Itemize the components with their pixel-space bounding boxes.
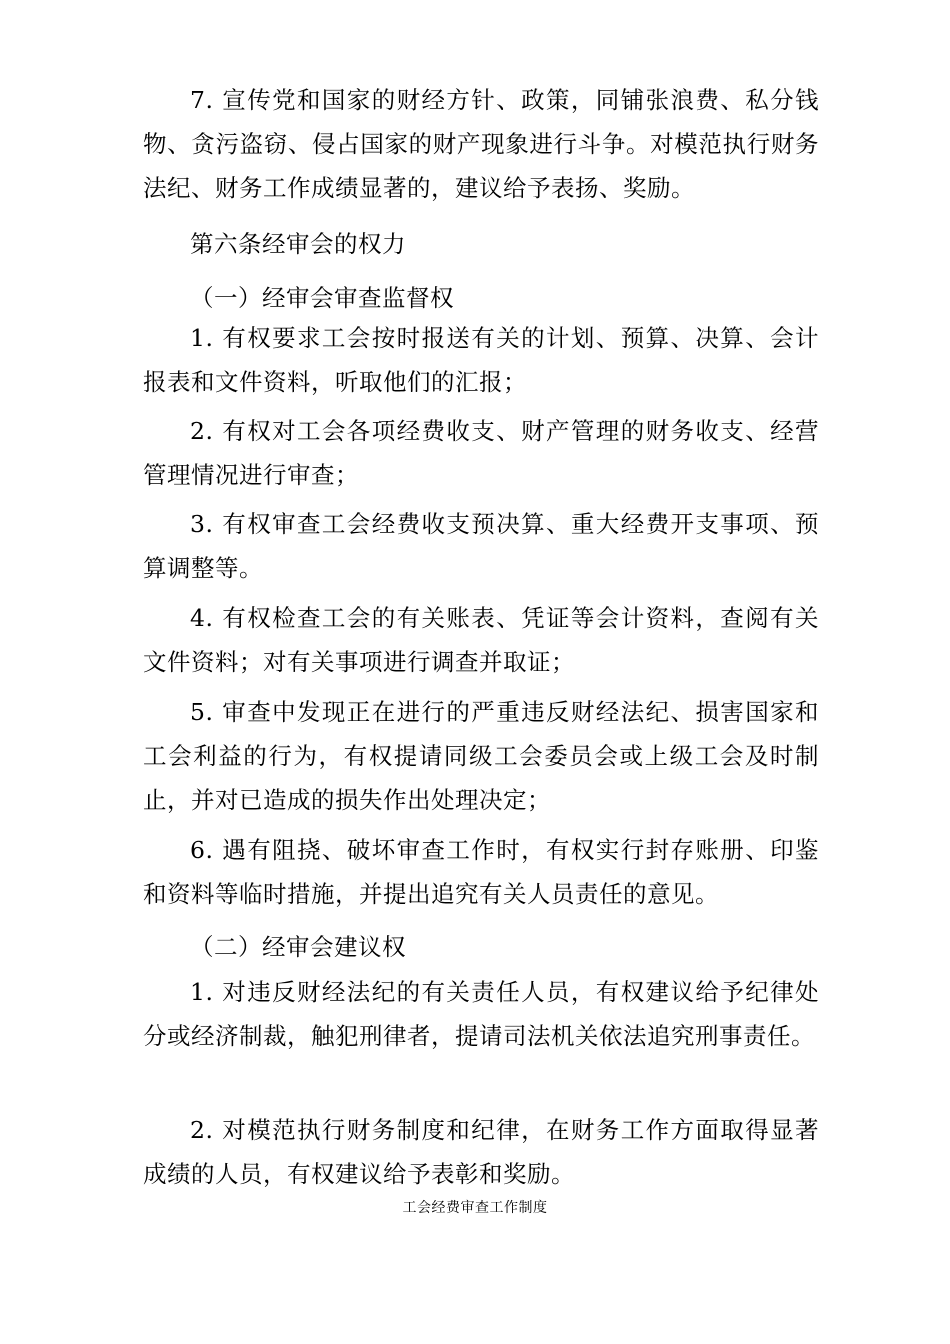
section-2-heading: （二）经审会建议权 bbox=[190, 933, 406, 961]
section-1-heading: （一）经审会审查监督权 bbox=[190, 284, 454, 312]
paragraph-review-5: 5. 审查中发现正在进行的严重违反财经法纪、损害国家和工会利益的行为，有权提请同级工会委员会或上级工会及时制止，并对已造成的损失作出处理决定； bbox=[143, 698, 819, 814]
paragraph-review-3: 3. 有权审查工会经费收支预决算、重大经费开支事项、预算调整等。 bbox=[143, 510, 819, 582]
paragraph-item-7: 7. 宣传党和国家的财经方针、政策，同铺张浪费、私分钱物、贪污盗窃、侵占国家的财产现象进行斗争。对模范执行财务法纪、财务工作成绩显著的，建议给予表扬、奖励。 bbox=[143, 86, 819, 202]
paragraph-suggest-2: 2. 对模范执行财务制度和纪律，在财务工作方面取得显著成绩的人员，有权建议给予表彰和奖励。 bbox=[143, 1116, 819, 1188]
paragraph-review-4: 4. 有权检查工会的有关账表、凭证等会计资料，查阅有关文件资料；对有关事项进行调查并取证； bbox=[143, 604, 819, 676]
paragraph-review-6: 6. 遇有阻挠、破坏审查工作时，有权实行封存账册、印鉴和资料等临时措施，并提出追究有关人员责任的意见。 bbox=[143, 836, 819, 908]
paragraph-review-2: 2. 有权对工会各项经费收支、财产管理的财务收支、经营管理情况进行审查； bbox=[143, 417, 819, 489]
paragraph-suggest-1: 1. 对违反财经法纪的有关责任人员，有权建议给予纪律处分或经济制裁，触犯刑律者，提请司法机关依法追究刑事责任。 bbox=[143, 978, 819, 1050]
article-6-heading: 第六条经审会的权力 bbox=[190, 230, 406, 258]
page-footer: 工会经费审查工作制度 bbox=[402, 1200, 548, 1216]
paragraph-review-1: 1. 有权要求工会按时报送有关的计划、预算、决算、会计报表和文件资料，听取他们的汇报； bbox=[143, 324, 819, 396]
